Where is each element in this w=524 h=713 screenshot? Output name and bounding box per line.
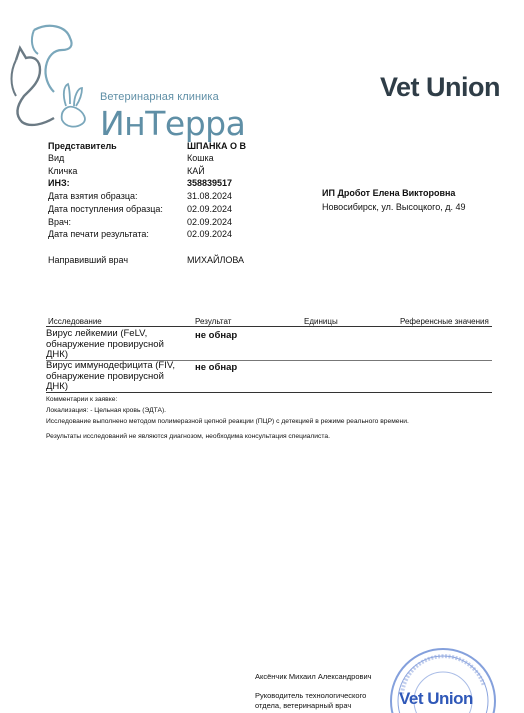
info-value: 02.09.2024 (187, 204, 233, 214)
col-reference: Референсные значения (400, 317, 489, 326)
vet-union-logo: Vet Union (380, 72, 501, 102)
col-test: Исследование (48, 317, 102, 326)
table-row (46, 329, 492, 361)
test-result: не обнар (195, 362, 238, 373)
info-row-nickname (48, 165, 278, 177)
table-divider (46, 326, 492, 327)
info-value: 02.09.2024 (187, 216, 233, 227)
localization-note: Локализация: - Цельная кровь (ЭДТА). (46, 407, 167, 414)
info-label: Кличка (48, 165, 78, 176)
info-value: ШПАНКА О В (187, 141, 247, 151)
info-label: Направивший врач (48, 255, 129, 265)
pets-logo-icon (4, 20, 104, 135)
info-row-representative (48, 140, 278, 152)
info-label: Представитель (48, 141, 117, 151)
info-row-receipt-date (48, 203, 278, 215)
info-label: Врач: (48, 216, 72, 227)
test-name: Вирус иммунодефицита (FIV, обнаружение провирусной ДНК) (46, 360, 175, 392)
info-value: 358839517 (187, 178, 233, 189)
info-value: МИХАЙЛОВА (187, 255, 245, 265)
lab-address: Новосибирск, ул. Высоцкого, д. 49 (322, 202, 466, 212)
info-label: ИНЗ: (48, 178, 70, 189)
info-value: КАЙ (187, 165, 205, 176)
method-note: Исследование выполнено методом полимеразной цепной реакции (ПЦР) с детекцией в режиме реального времени. (46, 418, 409, 425)
info-row-print-date (48, 228, 278, 240)
lab-owner: ИП Дробот Елена Викторовна (322, 188, 456, 198)
table-row (46, 361, 492, 393)
info-label: Вид (48, 153, 65, 164)
signer-role-line1: Руководитель технологического (255, 691, 367, 700)
info-value: 31.08.2024 (187, 191, 233, 202)
info-row-inz (48, 177, 278, 189)
info-label: Дата печати результата: (48, 229, 149, 240)
table-bottom-line (46, 392, 492, 393)
info-row-referrer (48, 254, 278, 266)
signer-name: Аксёнчик Михаил Александрович (255, 672, 372, 681)
info-row-doctor (48, 216, 278, 228)
info-label: Дата взятия образца: (48, 191, 138, 202)
info-value: 02.09.2024 (187, 229, 233, 240)
clinic-name: ИнТерра (100, 104, 246, 143)
test-result: не обнар (195, 330, 238, 341)
clinic-subtitle: Ветеринарная клиника (100, 91, 219, 103)
signer-role-line2: отдела, ветеринарный врач (255, 701, 352, 710)
col-units: Единицы (304, 317, 338, 326)
info-label: Дата поступления образца: (48, 204, 163, 214)
comments-label: Комментарии к заявке: (46, 396, 118, 403)
info-value: Кошка (187, 153, 214, 164)
stamp-text: Vet Union (399, 689, 473, 708)
clinic-logo (4, 20, 246, 143)
disclaimer-note: Результаты исследований не являются диагнозом, необходима консультация специалиста. (46, 433, 330, 440)
info-row-sample-date (48, 190, 278, 202)
col-result: Результат (195, 317, 232, 326)
info-row-species (48, 152, 278, 164)
test-name: Вирус лейкемии (FeLV, обнаружение провирусной ДНК) (46, 328, 164, 360)
